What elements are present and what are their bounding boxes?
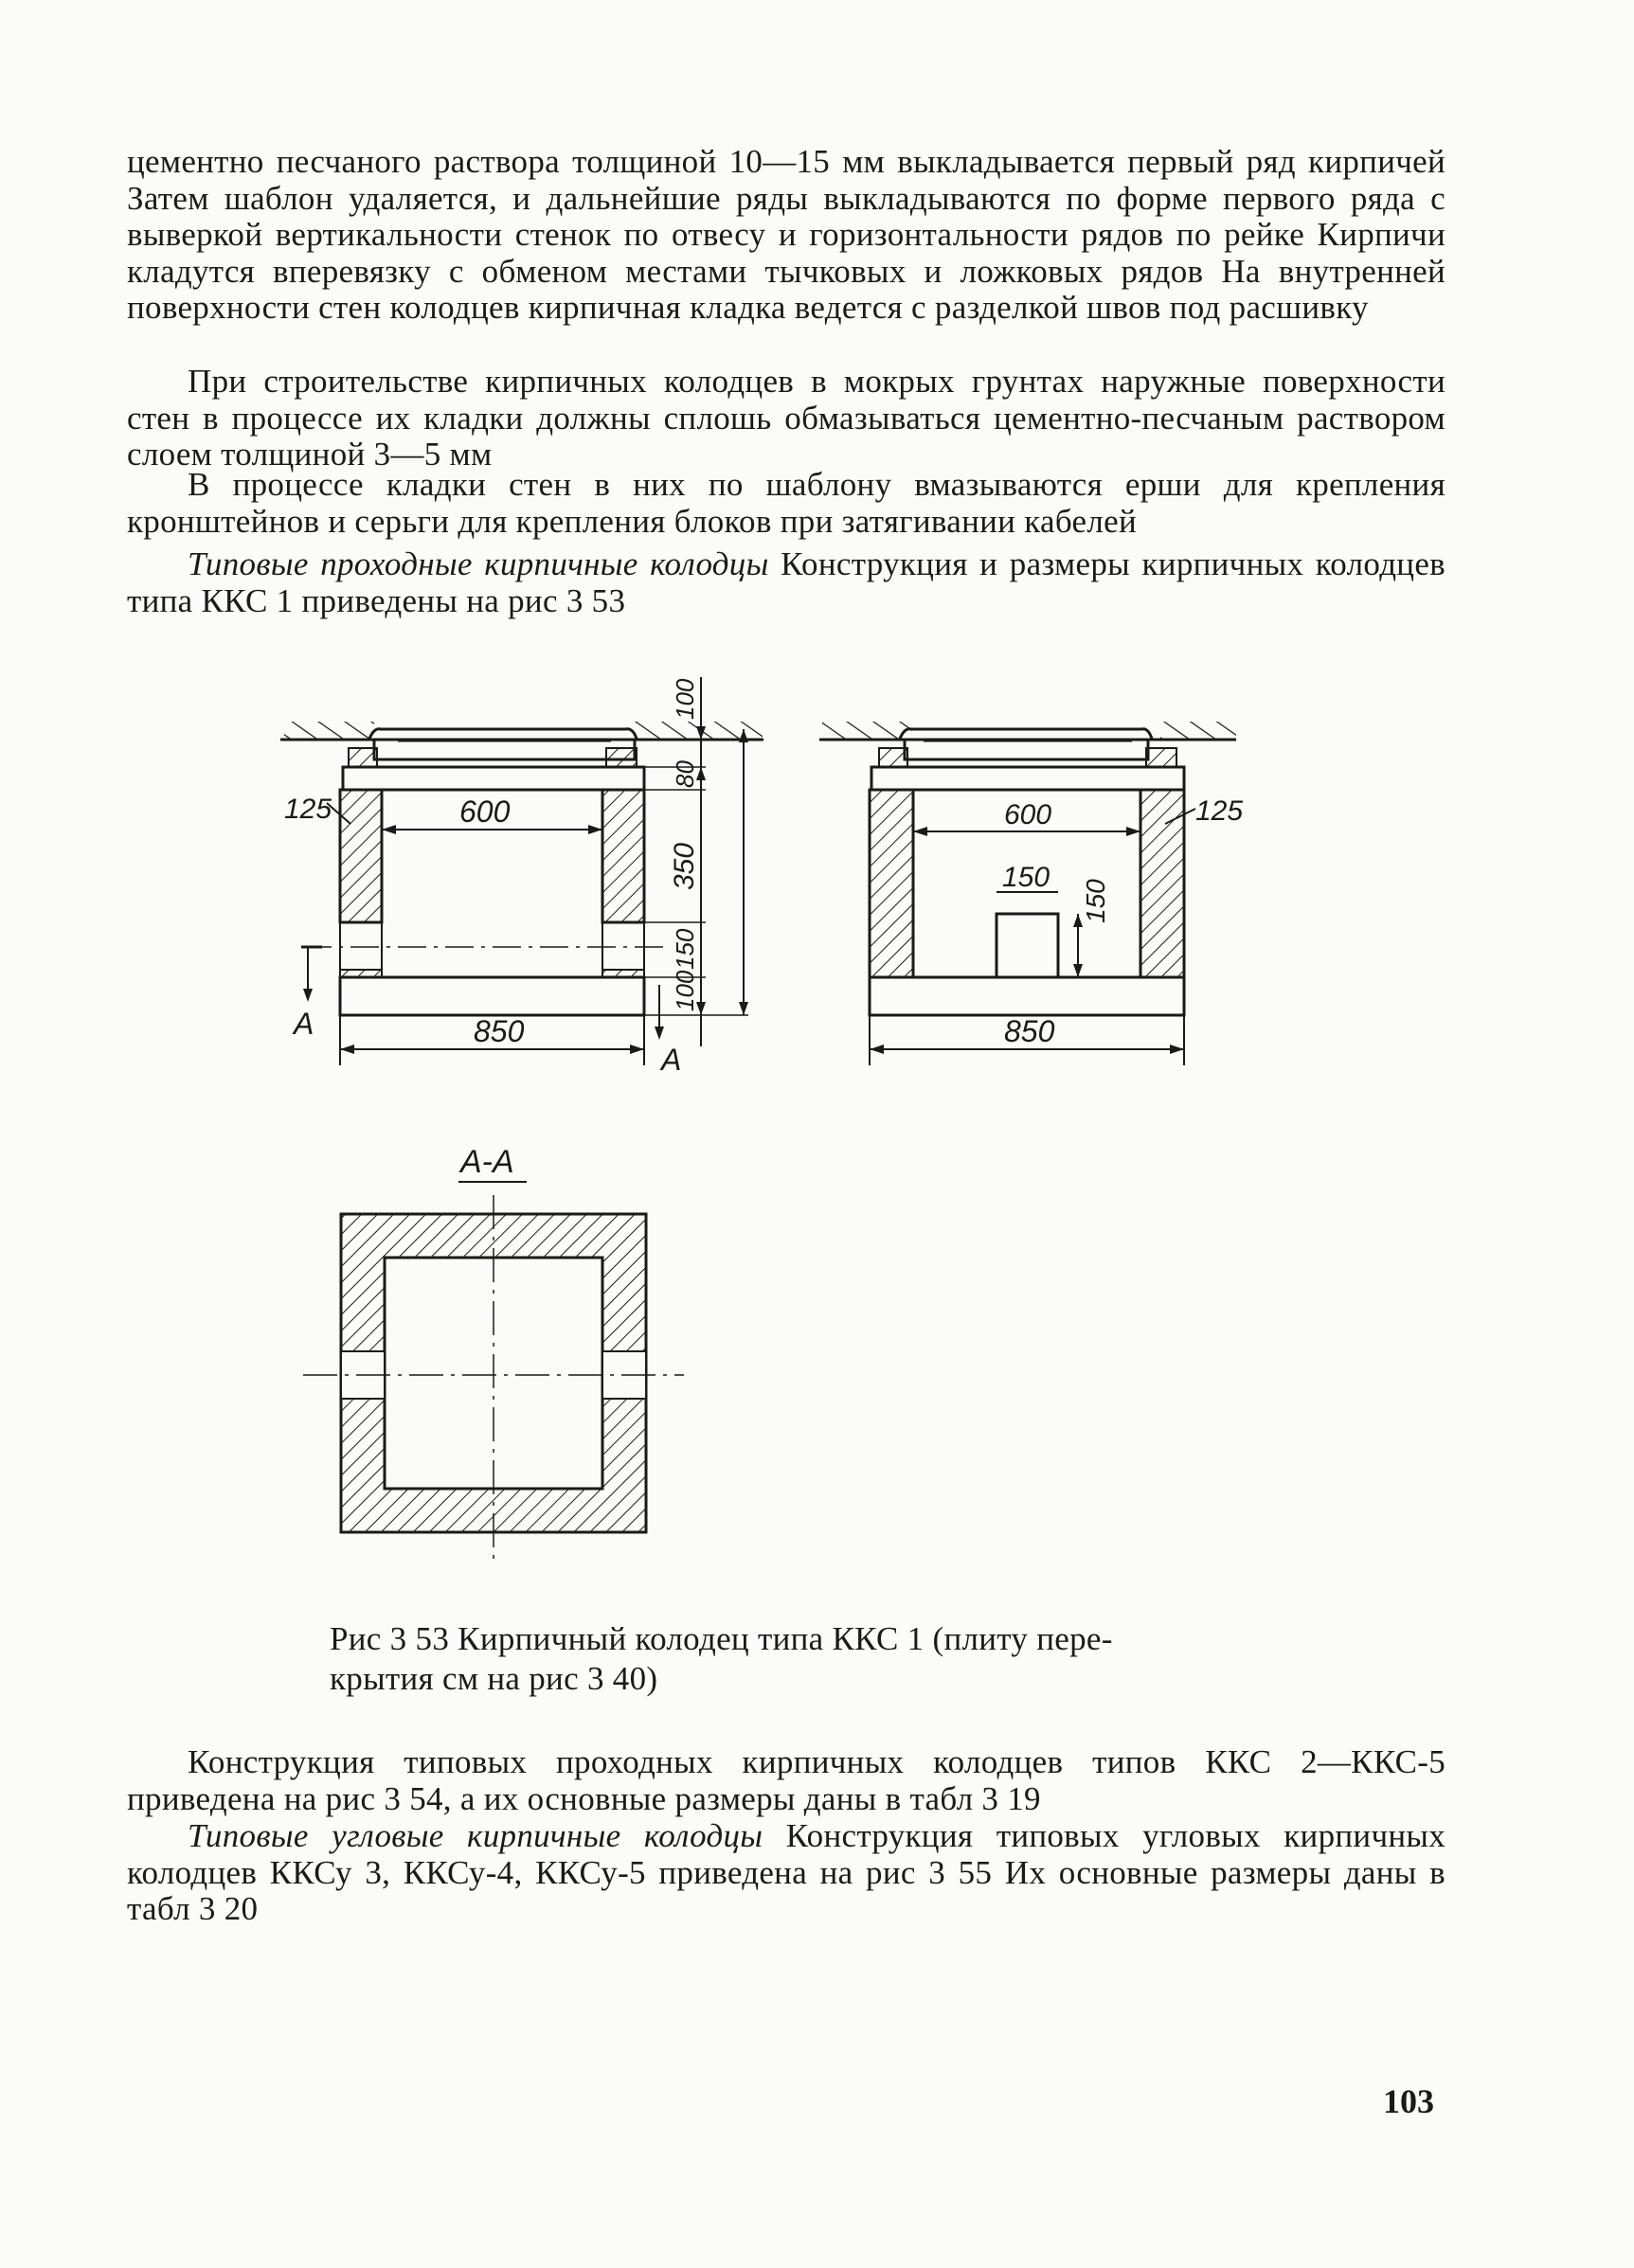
neck-wall-right xyxy=(606,748,637,767)
wall-left-right-view xyxy=(870,790,913,977)
page-number: 103 xyxy=(1383,2082,1434,2120)
paragraph-3-text: В процессе кладки стен в них по шаблону вмазываются ерши для крепления кронштейнов и серьги для крепления блоков при затягивании кабелей xyxy=(127,466,1445,540)
arrow xyxy=(655,1027,664,1040)
dim-80: 80 xyxy=(671,760,699,788)
dim-opening-height: 150 xyxy=(1081,879,1110,923)
paragraph-4-text: Конструкция и размеры кирпичных колодцев типа ККС 1 приведены на рис 3 53 xyxy=(127,545,1445,619)
paragraph-6-italic-lead: Типовые угловые кирпичные колодцы xyxy=(188,1817,763,1854)
paragraph-2-text: При строительстве кирпичных колодцев в мокрых грунтах наружные поверхности стен в процессе их кладки должны сплошь обмазываться цементно-песчаным раствором слоем толщиной 3—5 мм xyxy=(127,363,1445,473)
neck-wall-left xyxy=(349,748,377,767)
neck-wall-right-r xyxy=(1146,748,1176,767)
arrow xyxy=(340,1045,354,1054)
section-mark-a-right: А xyxy=(661,1043,682,1077)
base-slab-right xyxy=(870,977,1184,1015)
arrow xyxy=(739,1002,748,1015)
manhole-neck xyxy=(374,740,635,759)
arrow xyxy=(1073,964,1083,977)
paragraph-6 xyxy=(127,1818,1445,1928)
dim-850-right: 850 xyxy=(1004,1014,1055,1048)
paragraph-5-text: Конструкция типовых проходных кирпичных колодцев типов ККС 2—ККС-5 приведена на рис 3 54, а их основные размеры даны в табл 3 19 xyxy=(127,1743,1445,1817)
ground-hatch-right-b xyxy=(1160,722,1236,739)
figure-caption-line1: Рис 3 53 Кирпичный колодец типа ККС 1 (плиту пере- xyxy=(330,1620,1113,1657)
wall-left xyxy=(340,790,382,922)
ground-hatch-right-a xyxy=(822,722,912,739)
ground-hatch-left xyxy=(284,722,374,739)
arrow xyxy=(1170,1045,1184,1054)
dim-125-left: 125 xyxy=(284,794,332,825)
manhole-frame-right xyxy=(900,729,1152,739)
arrow xyxy=(913,827,927,836)
cable-opening xyxy=(997,914,1058,977)
dim-125-right: 125 xyxy=(1195,795,1244,827)
section-mark-a-left: А xyxy=(294,1007,314,1041)
right-elevation-view xyxy=(819,722,1243,1065)
opening-left xyxy=(340,922,382,970)
figure-caption-line2: крытия см на рис 3 40) xyxy=(330,1660,658,1697)
base-slab xyxy=(340,977,644,1015)
dim-100-top: 100 xyxy=(671,678,699,720)
arrow xyxy=(382,825,396,834)
dim-100-bottom: 100 xyxy=(671,970,699,1011)
manhole-neck-right xyxy=(905,740,1148,759)
arrow xyxy=(870,1045,884,1054)
cover-slab-right xyxy=(871,767,1184,790)
wall-right xyxy=(602,790,644,922)
opening-right xyxy=(602,922,644,970)
section-title: А-А xyxy=(460,1144,514,1180)
dim-850-left: 850 xyxy=(474,1014,525,1048)
arrow xyxy=(588,825,602,834)
manhole-frame xyxy=(369,729,637,739)
dim-350: 350 xyxy=(669,842,700,890)
left-elevation-view xyxy=(280,677,763,1077)
arrow xyxy=(303,989,313,1002)
dim-600-left: 600 xyxy=(459,795,511,829)
paragraph-6-text: Конструкция типовых угловых кирпичных колодцев ККСу 3, ККСу-4, ККСу-5 приведена на рис 3 55 Их основные размеры даны в табл 3 20 xyxy=(127,1817,1445,1927)
neck-wall-right-l xyxy=(879,748,907,767)
dim-opening-width: 150 xyxy=(1002,862,1050,893)
arrow xyxy=(630,1045,644,1054)
paragraph-5 xyxy=(127,1744,1445,1817)
paragraph-4-italic-lead: Типовые проходные кирпичные колодцы xyxy=(188,545,769,582)
dim-150: 150 xyxy=(671,928,699,970)
dim-600-right: 600 xyxy=(1004,799,1052,830)
arrow xyxy=(1126,827,1140,836)
section-a-a-view xyxy=(303,1144,684,1561)
paragraph-1-text: цементно песчаного раствора толщиной 10—15 мм выкладывается первый ряд кирпичей Затем шаблон удаляется, и дальнейшие ряды выкладываются по форме первого ряда с выверкой вертикальности стенок по отвесу и горизонтальности рядов по рейке Кирпичи кладутся вперевязку с обменом местами тычковых и ложковых рядов На внутренней поверхности стен колодцев кирпичная кладка ведется с разделкой швов под расшивку xyxy=(127,143,1445,326)
cover-slab xyxy=(343,767,644,790)
